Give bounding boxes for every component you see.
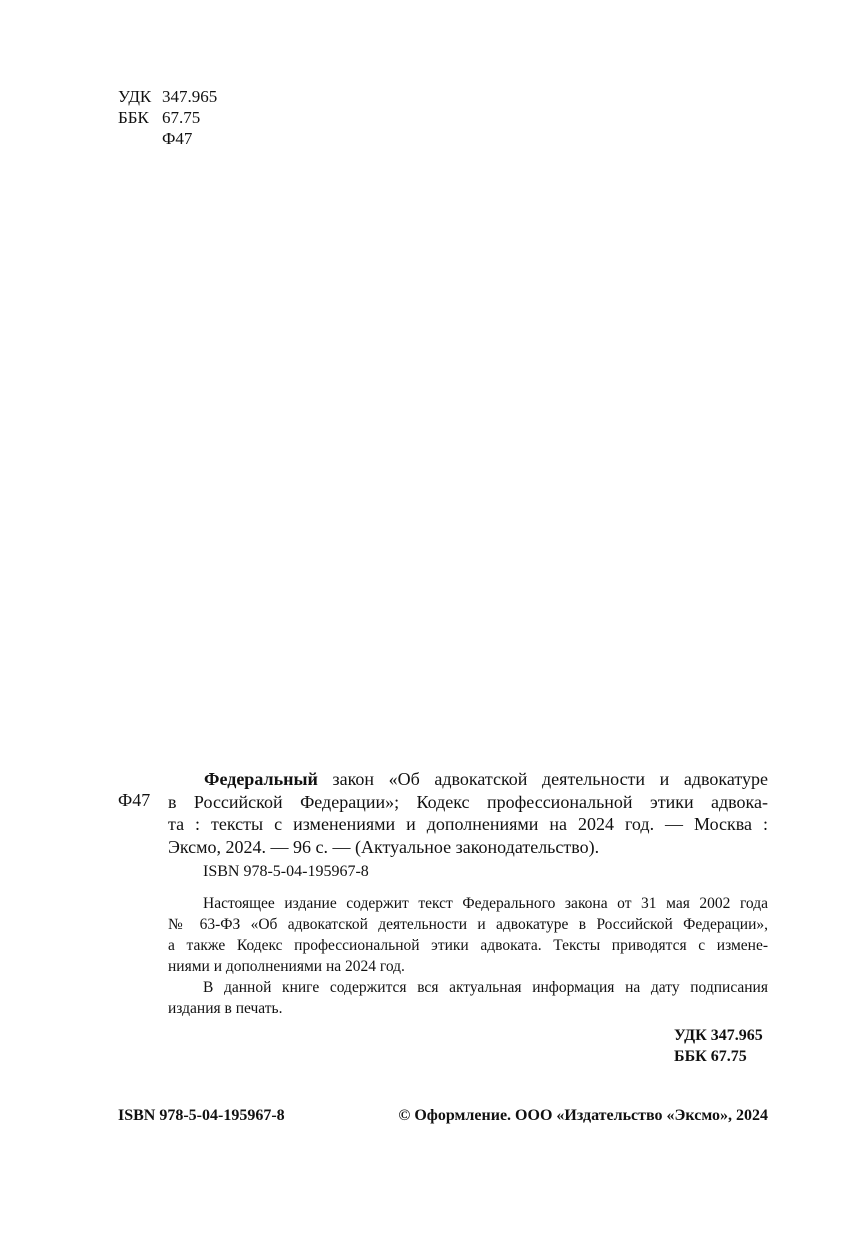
author-mark: Ф47 [162,129,193,148]
bib-line-1 [168,768,768,791]
annotation-line-4: ниями и дополнениями на 2024 год. [168,958,405,975]
annotation-line-1: Настоящее издание содержит текст Федерального закона от 31 мая 2002 года [203,895,768,912]
udk-header-line [118,86,217,107]
bib-title-bold: Федеральный [204,769,318,789]
bib-author-code: Ф47 [118,790,151,810]
bib-line-1-rest: закон «Об адвокатской деятельности и адвокатуре [317,769,768,789]
classification-bbk: ББК 67.75 [674,1048,747,1065]
footer-isbn: ISBN 978-5-04-195967-8 [118,1107,285,1124]
classification-codes [674,1025,763,1067]
annotation-line-5: В данной книге содержится вся актуальная информация на дату подписания [203,979,768,996]
udk-label: УДК [118,87,152,106]
annotation-line-2: № 63-ФЗ «Об адвокатской деятельности и адвокатуре в Российской Федерации», [168,916,768,933]
annotation-line-3: а также Кодекс профессиональной этики адвоката. Тексты приводятся с измене- [168,937,768,954]
bbk-value: 67.75 [162,108,201,127]
bbk-label: ББК [118,108,149,127]
bib-line-2: в Российской Федерации»; Кодекс профессиональной этики адвока- [168,791,768,812]
bibliographic-record [168,768,768,858]
udk-value: 347.965 [162,87,218,106]
classification-udk: УДК 347.965 [674,1027,763,1044]
bib-line-3: та : тексты с изменениями и дополнениями на 2024 год. — Москва : [168,814,768,834]
bbk-header-line [118,107,200,128]
annotation [168,893,768,1019]
footer-copyright: © Оформление. ООО «Издательство «Эксмо», 2024 [398,1107,768,1124]
bib-line-4: Эксмо, 2024. — 96 с. — (Актуальное законодательство). [168,836,600,857]
annotation-line-6: издания в печать. [168,1000,283,1017]
isbn-line: ISBN 978-5-04-195967-8 [203,863,369,880]
